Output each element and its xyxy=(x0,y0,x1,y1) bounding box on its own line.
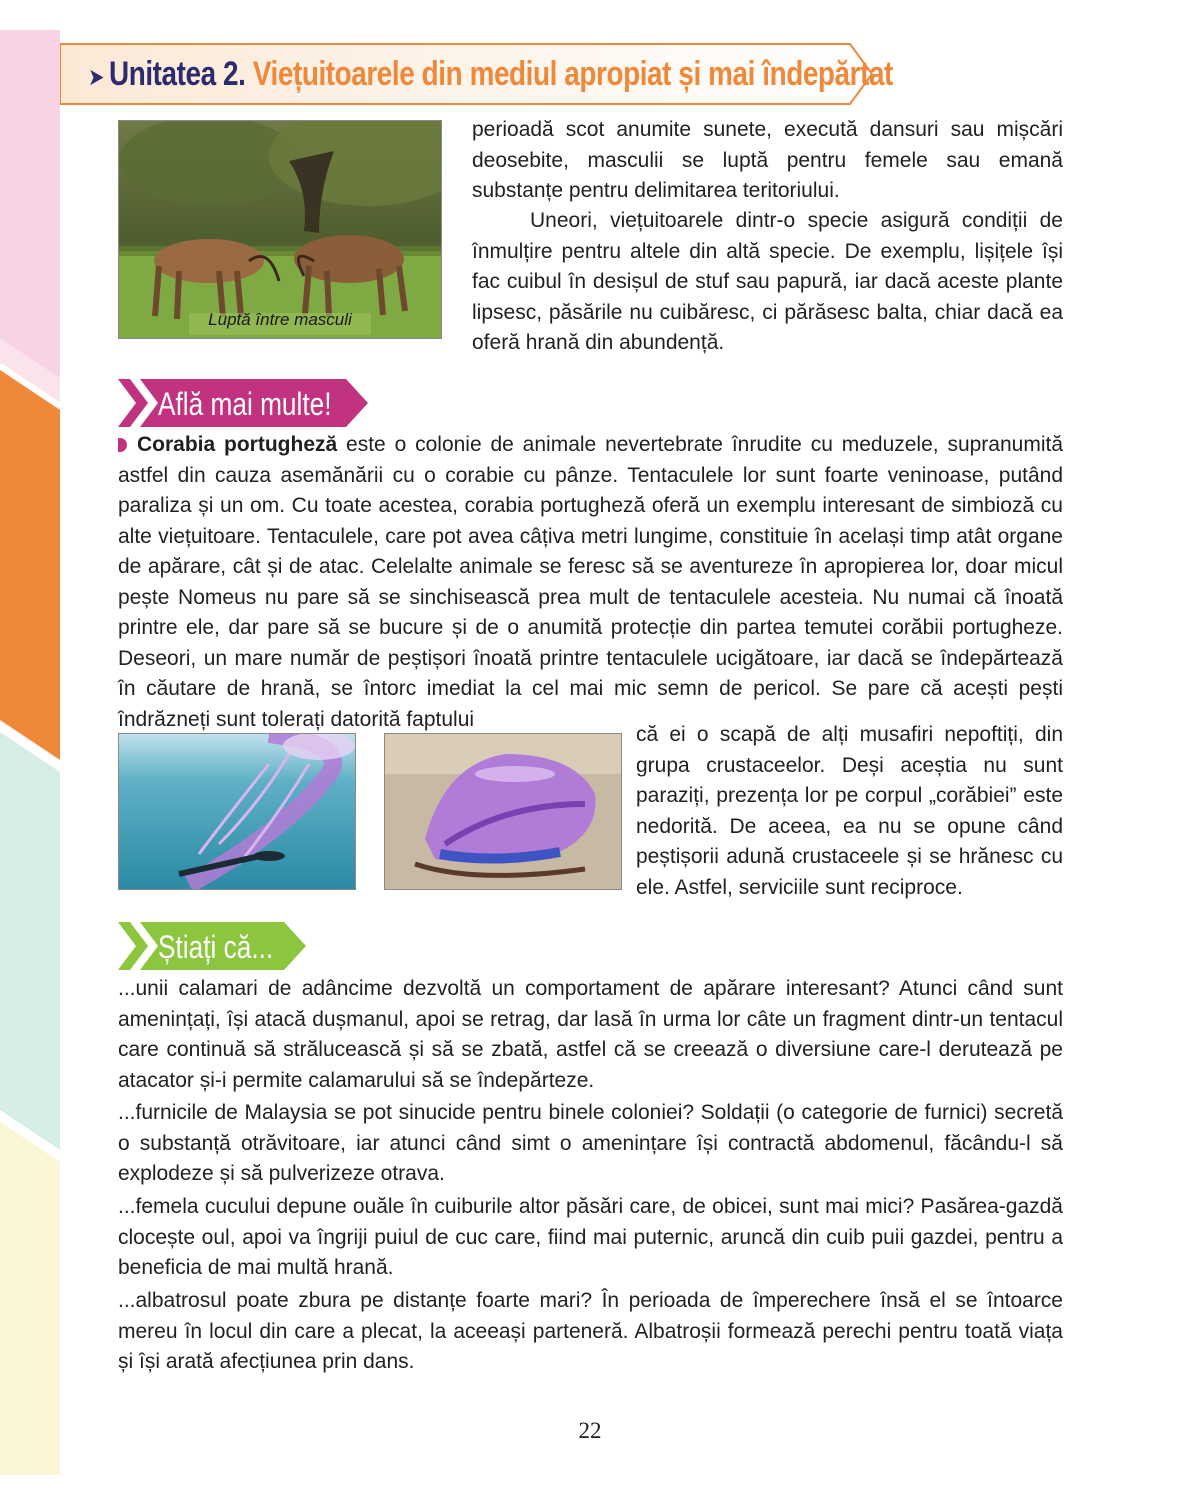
side-decoration-strip xyxy=(0,0,60,1506)
portuguese-man-o-war-underwater-photo xyxy=(118,733,356,890)
bullet-icon xyxy=(118,438,127,452)
afla-mai-multe-tab xyxy=(118,377,370,429)
page-number: 22 xyxy=(578,1418,602,1443)
stiati-ca-tab xyxy=(118,920,308,972)
afla-mai-multe-title: Află mai multe! xyxy=(158,386,332,422)
corabia-text: este o colonie de animale nevertebrate înrudite cu meduzele, supranumită astfel din cauza asemănării cu o corabie cu pânze. Tentaculele lor sunt foarte veninoase, putând paraliza și un om. Cu toate acestea, corabia portugheză oferă un exemplu interesant de simbioză cu alte viețuitoare. Tentaculele, care pot avea câțiva metri lungime, constituie în același timp atât organe de apărare, cât și de atac. Celelalte animale se feresc să se aventureze în apropierea lor, doar micul pește Nomeus nu pare să se sinchisească prea mult de tentaculele acesteia. Nu numai că înoată printre ele, dar pare să se bucure și de o anumită protecție din partea temutei corăbii portugheze. Deseori, un mare număr de peștișori înoată printre tentaculele ucigătoare, iar dacă se îndepărtează în căutare de hrană, se întorc imediat la cel mai mic semn de pericol. Se pare că acești pești îndrăzneți sunt tolerați datorită faptului xyxy=(118,433,1064,731)
corabia-side-paragraph: că ei o scapă de alți musafiri nepoftiți, din grupa crustaceelor. Deși aceștia nu sunt paraziți, prezența lor pe corpul „corăbiei” este nedorită. De aceea, ea nu se opune când peștișorii adună crustaceele și se hrănesc cu ele. Astfel, serviciile sunt reciproce. xyxy=(636,723,1063,899)
unit-header-title xyxy=(88,48,893,100)
corabia-term: Corabia portugheză xyxy=(137,433,338,456)
stiati-item-calamari: ...unii calamari de adâncime dezvoltă un comportament de apărare interesant? Atunci când sunt amenințați, își atacă dușmanul, apoi se retrag, dar lasă în urma lor câte un fragment dintr-un tentacul care continuă să strălucească și să se zbată, astfel că se creează o diversiune care-l derutează pe atacator și-i permite calamarului să se îndepărteze. xyxy=(118,977,1063,1092)
portuguese-man-o-war-beach-photo xyxy=(384,733,622,890)
arrow-icon: ➤ xyxy=(88,64,105,91)
stiati-item-cuc: ...femela cucului depune ouăle în cuiburile altor păsări care, de obicei, sunt mai mici? Pasărea-gazdă clocește oul, apoi va îngriji puiul de cuc care, fiind mai puternic, aruncă din cuib puii gazdei, pentru a beneficia de mai multă hrană. xyxy=(118,1195,1063,1279)
intro-paragraph-2-text: Uneori, viețuitoarele dintr-o specie asigură condiții de înmulțire pentru altele din altă specie. De exemplu, lișițele își fac cuibul în desișul de stuf sau papură, iar dacă aceste plante lipsesc, păsările nu cuibăresc, ci părăsesc balta, chiar dacă ea oferă hrană din abundență. xyxy=(472,209,1063,354)
stiati-item-albatros: ...albatrosul poate zbura pe distanțe foarte mari? În perioada de împerechere însă el se întoarce mereu în locul din care a plecat, la aceeași parteneră. Albatroșii formează perechi pentru toată viața și își arată afecțiunea prin dans. xyxy=(118,1289,1063,1373)
unit-title: Viețuitoarele din mediul apropiat și mai îndepărtat xyxy=(252,55,893,93)
unit-header-banner xyxy=(60,40,893,108)
photo-caption: Luptă între masculi xyxy=(208,310,352,329)
deer-fight-photo xyxy=(118,120,442,339)
stiati-ca-title: Știați că... xyxy=(158,929,274,965)
corabia-portugheza-paragraph xyxy=(118,430,1063,735)
stiati-item-furnici: ...furnicile de Malaysia se pot sinucide pentru binele coloniei? Soldații (o categorie de furnici) secretă o substanță otrăvitoare, iar atunci când simt o amenințare își contractă abdomenul, făcându-l să explodeze și să pulverizeze otrava. xyxy=(118,1101,1063,1185)
intro-paragraph-1: perioadă scot anumite sunete, execută dansuri sau mișcări deosebite, masculii se luptă pentru femele sau emană substanțe pentru delimitarea teritoriului. xyxy=(472,118,1063,202)
unit-number: Unitatea 2. xyxy=(108,55,246,93)
intro-paragraph-2 xyxy=(472,206,1063,359)
